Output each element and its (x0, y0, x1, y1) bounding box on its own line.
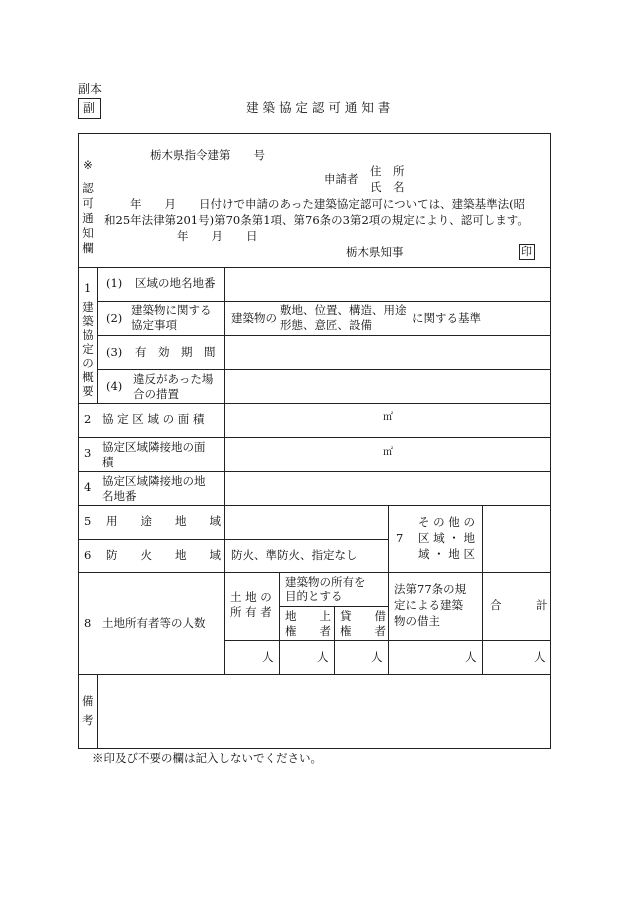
col-law77-line3: 物の借主 (394, 614, 440, 628)
row2-number: 2 (84, 412, 92, 426)
remarks-label-line2: 考 (82, 713, 94, 727)
col-law77-line2: 定による建築 (394, 598, 463, 612)
notice-side-char: 通 (82, 211, 94, 225)
row6-number: 6 (84, 548, 92, 562)
row3-label-line1: 協定区域隣接地の面 (102, 440, 206, 454)
row2-unit: ㎡ (383, 412, 393, 423)
copy-mark: 副本 (78, 82, 103, 96)
summary-side-char: 協 (82, 328, 94, 342)
item2-number: (2) (106, 311, 123, 325)
count-unit-surface-right: 人 (317, 650, 329, 664)
notice-body-line2: 和25年法律第201号)第70条第1項、第76条の3第2項の規定により、認可します。 (104, 213, 529, 227)
issuer-name: 栃木県知事 (346, 245, 404, 259)
item2-value-top: 敷地、位置、構造、用途 (280, 303, 407, 317)
summary-side-char: 概 (82, 370, 94, 384)
summary-side-char: 定 (82, 342, 94, 356)
item1-number: (1) (106, 276, 123, 290)
summary-side-char: 築 (82, 314, 94, 328)
row3-label-line2: 積 (102, 455, 114, 469)
col-land-owner-line1: 土 地 の (230, 590, 272, 604)
item1-label: 区域の地名地番 (135, 276, 216, 290)
applicant-label: 申請者 (324, 172, 359, 186)
notice-side-char: 可 (82, 196, 94, 210)
col-total: 合 計 (490, 598, 548, 612)
item2-label-line1: 建築物に関する (131, 303, 212, 317)
col-land-owner-line2: 所 有 者 (230, 605, 272, 619)
row6-value: 防火、準防火、指定なし (231, 548, 358, 562)
summary-side-char: 建 (82, 300, 94, 314)
row7-label-line3: 域 ・ 地 区 (418, 547, 475, 561)
remarks-label-line1: 備 (82, 694, 94, 708)
row7-label-line1: そ の 他 の (418, 515, 475, 529)
summary-side-char: 要 (82, 384, 94, 398)
row4-label-line2: 名地番 (102, 489, 137, 503)
item2-label-line2: 協定事項 (131, 318, 177, 332)
row5-number: 5 (84, 514, 92, 528)
col-lease-right-line1: 貸 借 (340, 609, 386, 623)
item2-value-bottom: 形態、意匠、設備 (280, 318, 372, 332)
row4-number: 4 (84, 480, 92, 494)
summary-number: 1 (84, 281, 92, 295)
name-label: 氏 名 (370, 180, 405, 194)
item2-value-suffix: に関する基準 (412, 311, 481, 325)
seal-label: 印 (521, 245, 532, 258)
row6-label: 防 火 地 域 (106, 548, 221, 562)
row3-number: 3 (84, 446, 92, 460)
row5-label: 用 途 地 域 (106, 514, 221, 528)
summary-side-label (80, 300, 96, 400)
row8-number: 8 (84, 616, 92, 630)
notice-date-line: 年 月 日 (177, 229, 258, 243)
col-surface-right-line2: 権 者 (285, 624, 331, 638)
notice-body-line1: 年 月 日付けで申請のあった建築協定認可については、建築基準法(昭 (130, 197, 526, 211)
row7-number: 7 (396, 531, 404, 545)
item4-number: (4) (106, 379, 123, 393)
row4-label-line1: 協定区域隣接地の地 (102, 474, 206, 488)
count-unit-land-owner: 人 (262, 650, 274, 664)
notice-side-char: ※ (83, 158, 93, 172)
col-building-purpose-line1: 建築物の所有を (285, 575, 366, 589)
notice-side-char: 認 (82, 181, 94, 195)
item2-value-prefix: 建築物の (231, 311, 277, 325)
col-building-purpose-line2: 目的とする (285, 589, 343, 603)
item4-label-line1: 違反があった場 (133, 372, 214, 386)
address-label: 住 所 (370, 164, 405, 178)
row8-label: 土地所有者等の人数 (102, 616, 206, 630)
notice-side-label (78, 133, 97, 267)
summary-side-char: の (82, 356, 94, 370)
footnote: ※印及び不要の欄は記入しないでください。 (92, 751, 322, 765)
col-lease-right-line2: 権 者 (340, 624, 386, 638)
item3-number: (3) (106, 345, 123, 359)
count-unit-total: 人 (534, 650, 546, 664)
count-unit-law77: 人 (465, 650, 477, 664)
notice-number-line: 栃木県指令建第 号 (150, 148, 265, 162)
document-title: 建 築 協 定 認 可 通 知 書 (246, 100, 391, 115)
row7-label-line2: 区 域 ・ 地 (418, 531, 475, 545)
item4-label-line2: 合の措置 (133, 387, 179, 401)
col-law77-line1: 法第77条の規 (394, 582, 467, 596)
item3-label: 有 効 期 間 (135, 345, 216, 359)
col-surface-right-line1: 地 上 (285, 609, 331, 623)
notice-side-char: 欄 (82, 241, 94, 255)
notice-side-char: 知 (82, 226, 94, 240)
copy-box-label: 副 (83, 101, 96, 115)
row3-unit: ㎡ (383, 447, 393, 458)
count-unit-lease-right: 人 (371, 650, 383, 664)
row2-label: 協 定 区 域 の 面 積 (102, 412, 205, 426)
